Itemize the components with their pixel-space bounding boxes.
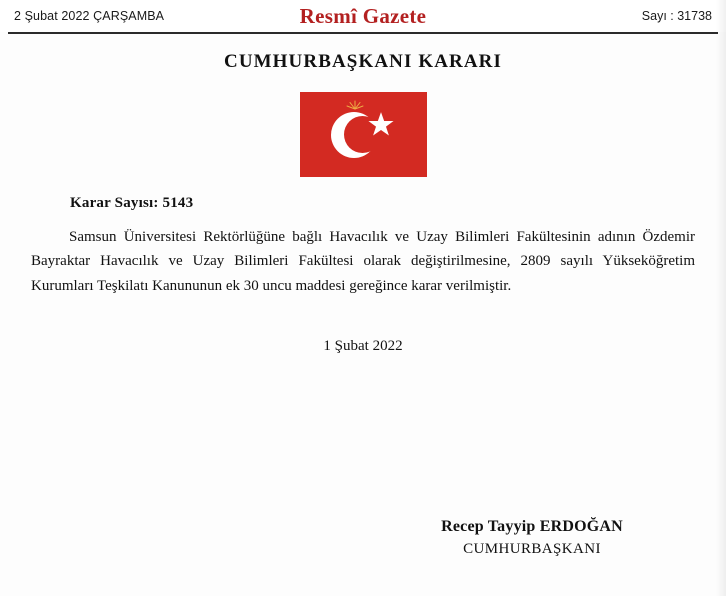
page-edge-shadow [716,0,726,596]
flag-container [0,92,726,177]
masthead-date: 2 Şubat 2022 ÇARŞAMBA [14,9,165,23]
masthead-issue-number: Sayı : 31738 [641,9,712,23]
masthead-divider [8,32,718,34]
turkish-flag-icon [300,92,427,177]
document-body [30,177,696,355]
page-title: CUMHURBAŞKANI KARARI [224,51,502,72]
decision-number: Karar Sayısı: 5143 [70,195,194,211]
masthead-title: Resmî Gazete [299,3,427,28]
decision-date: 1 Şubat 2022 [323,337,403,354]
decision-text: Samsun Üniversitesi Rektörlüğüne bağlı Havacılık ve Uzay Bilimleri Fakültesinin adının Özdemir Bayraktar Havacılık ve Uzay Bilimleri Fakültesi olarak değiştirilmesine, 2809 sayılı Yükseköğretim Kurumları Teşkilatı Kanununun ek 30 uncu maddesi gereğince karar verilmiştir. [31,229,695,294]
signature-block [402,518,662,558]
signer-title: CUMHURBAŞKANI [463,541,601,557]
sun-rays-icon [346,98,364,110]
masthead [0,0,726,32]
signer-name: Recep Tayyip ERDOĞAN [441,518,623,535]
